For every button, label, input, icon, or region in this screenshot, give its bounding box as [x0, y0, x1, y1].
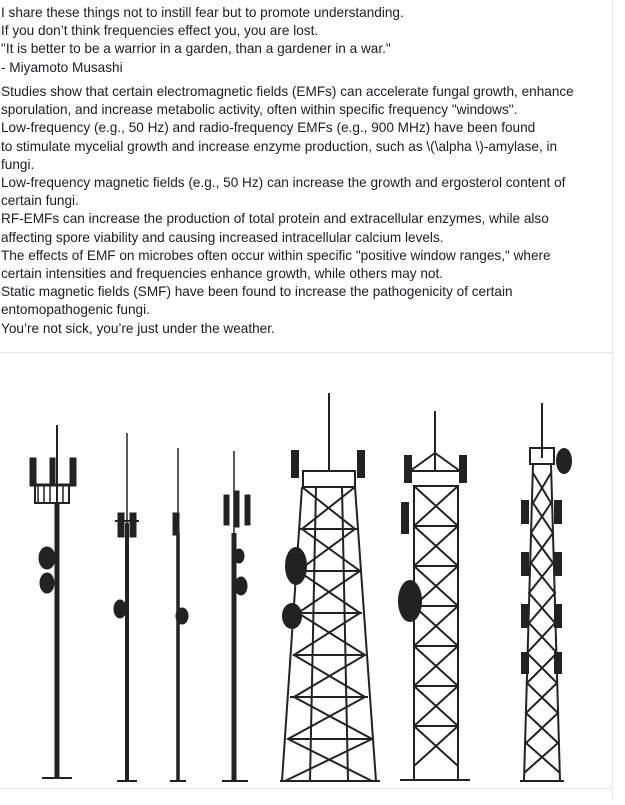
post-line: certain fungi. [1, 193, 79, 209]
post-line: to stimulate mycelial growth and increase enzyme production, such as \(\alpha \)-amylase, in [1, 138, 558, 154]
post-intro [0, 4, 404, 77]
post-border [612, 0, 613, 800]
post-line: Low-frequency (e.g., 50 Hz) and radio-frequency EMFs (e.g., 900 MHz) have been found [1, 120, 536, 136]
tower-6 [399, 411, 470, 780]
post-line: If you don’t think frequencies effect you, you are lost. [1, 23, 319, 39]
post-line: The effects of EMF on microbes often occur within specific "positive window ranges," where [1, 247, 551, 263]
post-line: You’re not sick, you’re just under the weather. [1, 320, 275, 336]
post-line: I share these things not to instill fear but to promote understanding. [1, 5, 404, 20]
post-line: fungi. [1, 156, 35, 172]
post-line: entomopathogenic fungi. [1, 302, 150, 318]
post-line: RF-EMFs can increase the production of total protein and extracellular enzymes, while also [1, 211, 549, 227]
post-line: Studies show that certain electromagnetic fields (EMFs) can accelerate fungal growth, enhance [1, 84, 574, 99]
post-line: affecting spore viability and causing increased intracellular calcium levels. [1, 229, 444, 245]
post-body [0, 83, 574, 338]
post-line: Low-frequency magnetic fields (e.g., 50 Hz) can increase the growth and ergosterol content of [1, 175, 566, 191]
tower-4 [222, 451, 250, 781]
divider-bottom [0, 788, 612, 789]
post-line: Static magnetic fields (SMF) have been found to increase the pathogenicity of certain [1, 284, 513, 300]
tower-5 [280, 393, 380, 781]
post-line: - Miyamoto Musashi [1, 59, 123, 75]
tower-7 [520, 403, 571, 781]
post-line: "It is better to be a warrior in a garden, than a gardener in a war." [1, 41, 391, 57]
cell-towers-image [0, 353, 612, 800]
tower-3 [170, 448, 188, 781]
tower-1 [30, 425, 76, 778]
post-line: sporulation, and increase metabolic activity, often within specific frequency "windows". [1, 102, 518, 118]
post-image[interactable] [0, 353, 612, 800]
tower-2 [114, 433, 139, 781]
post-line: certain intensities and frequencies enhance growth, while others may not. [1, 266, 444, 282]
